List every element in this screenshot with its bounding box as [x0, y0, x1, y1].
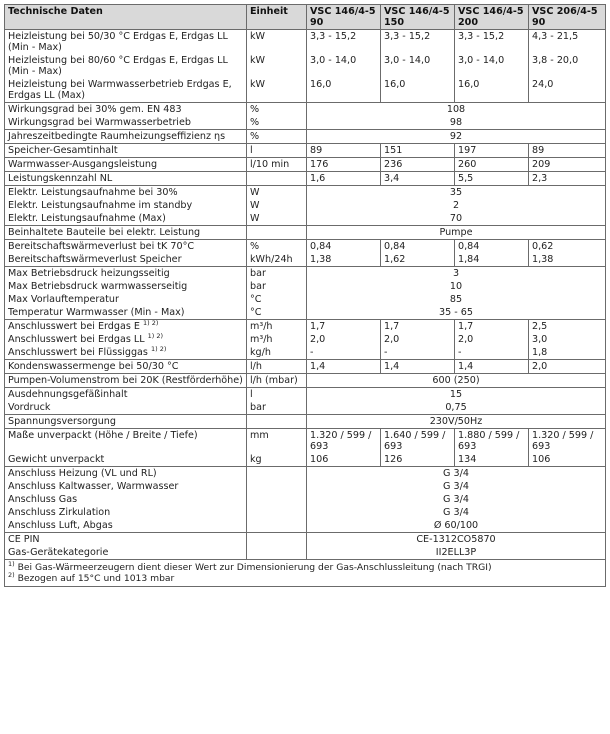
- param-label: Anschlusswert bei Erdgas E $^{1) 2)}$: [5, 320, 247, 334]
- value-cell-model-2: 126: [381, 453, 455, 467]
- param-label: Elektr. Leistungsaufnahme im standby: [5, 199, 247, 212]
- shared-value-cell: 70: [307, 212, 606, 226]
- value-cell-model-2: 0,84: [381, 240, 455, 254]
- unit-cell: kWh/24h: [247, 253, 307, 267]
- table-row: [5, 212, 606, 226]
- unit-cell: [247, 533, 307, 547]
- param-label: Elektr. Leistungsaufnahme bei 30%: [5, 186, 247, 200]
- table-row: [5, 144, 606, 158]
- param-label: Max Vorlauftemperatur: [5, 293, 247, 306]
- unit-cell: [247, 467, 307, 481]
- table-row: [5, 415, 606, 429]
- value-cell-model-3: 1,4: [455, 360, 529, 374]
- value-cell-model-3: 0,84: [455, 240, 529, 254]
- shared-value-cell: 15: [307, 388, 606, 402]
- value-cell-model-4: 1,38: [529, 253, 606, 267]
- value-cell-model-4: 4,3 - 21,5: [529, 30, 606, 55]
- param-label: Warmwasser-Ausgangsleistung: [5, 158, 247, 172]
- unit-cell: l: [247, 144, 307, 158]
- unit-cell: kW: [247, 78, 307, 103]
- unit-cell: [247, 226, 307, 240]
- value-cell-model-3: -: [455, 346, 529, 360]
- table-row: [5, 306, 606, 320]
- shared-value-cell: G 3/4: [307, 480, 606, 493]
- table-row: [5, 267, 606, 281]
- table-row: [5, 493, 606, 506]
- table-row: [5, 374, 606, 388]
- shared-value-cell: G 3/4: [307, 506, 606, 519]
- footnote-ref: 1) 2): [151, 346, 167, 353]
- param-label: Bereitschaftswärmeverlust bei tK 70°C: [5, 240, 247, 254]
- footnote-1: $^{1)}$ Bei Gas-Wärmeerzeugern dient dieser Wert zur Dimensionierung der Gas-Anschlussleitung (nach TRGI): [8, 559, 492, 573]
- table-header-row: [5, 5, 606, 30]
- param-label: Max Betriebsdruck heizungsseitig: [5, 267, 247, 281]
- param-label: Bereitschaftswärmeverlust Speicher: [5, 253, 247, 267]
- table-row: [5, 320, 606, 334]
- param-label: Kondenswassermenge bei 50/30 °C: [5, 360, 247, 374]
- shared-value-cell: II2ELL3P: [307, 546, 606, 560]
- table-row: [5, 240, 606, 254]
- value-cell-model-4: 1.320 / 599 / 693: [529, 429, 606, 454]
- unit-cell: kW: [247, 30, 307, 55]
- unit-cell: °C: [247, 306, 307, 320]
- value-cell-model-4: 89: [529, 144, 606, 158]
- table-row: [5, 226, 606, 240]
- shared-value-cell: 2: [307, 199, 606, 212]
- unit-cell: kW: [247, 54, 307, 78]
- value-cell-model-3: 1.880 / 599 / 693: [455, 429, 529, 454]
- value-cell-model-4: 2,3: [529, 172, 606, 186]
- value-cell-model-1: 1,38: [307, 253, 381, 267]
- footnote-row: [5, 560, 606, 587]
- value-cell-model-1: 1.320 / 599 / 693: [307, 429, 381, 454]
- value-cell-model-1: 16,0: [307, 78, 381, 103]
- value-cell-model-2: 1,4: [381, 360, 455, 374]
- param-label: Anschluss Kaltwasser, Warmwasser: [5, 480, 247, 493]
- table-row: [5, 388, 606, 402]
- value-cell-model-4: 24,0: [529, 78, 606, 103]
- table-row: [5, 199, 606, 212]
- table-row: [5, 401, 606, 415]
- value-cell-model-4: 2,5: [529, 320, 606, 334]
- unit-cell: %: [247, 240, 307, 254]
- unit-cell: [247, 415, 307, 429]
- table-row: [5, 546, 606, 560]
- unit-cell: [247, 480, 307, 493]
- table-row: [5, 293, 606, 306]
- header-model-1: VSC 146/4-5 90: [307, 5, 381, 30]
- param-label: Vordruck: [5, 401, 247, 415]
- value-cell-model-3: 2,0: [455, 333, 529, 346]
- value-cell-model-2: 16,0: [381, 78, 455, 103]
- shared-value-cell: 85: [307, 293, 606, 306]
- shared-value-cell: G 3/4: [307, 493, 606, 506]
- table-row: [5, 130, 606, 144]
- value-cell-model-4: 3,0: [529, 333, 606, 346]
- footnotes: [5, 560, 606, 587]
- param-label: Anschlusswert bei Erdgas LL $^{1) 2)}$: [5, 333, 247, 346]
- table-row: [5, 360, 606, 374]
- table-row: [5, 280, 606, 293]
- table-row: [5, 333, 606, 346]
- unit-cell: [247, 546, 307, 560]
- param-label: Anschluss Zirkulation: [5, 506, 247, 519]
- value-cell-model-3: 1,7: [455, 320, 529, 334]
- shared-value-cell: 3: [307, 267, 606, 281]
- header-param: Technische Daten: [5, 5, 247, 30]
- shared-value-cell: CE-1312CO5870: [307, 533, 606, 547]
- table-row: [5, 54, 606, 78]
- param-label: Elektr. Leistungsaufnahme (Max): [5, 212, 247, 226]
- table-row: [5, 253, 606, 267]
- value-cell-model-4: 1,8: [529, 346, 606, 360]
- param-label: Pumpen-Volumenstrom bei 20K (Restförderhöhe): [5, 374, 247, 388]
- footnote-ref: 1) 2): [147, 333, 164, 340]
- table-row: [5, 103, 606, 117]
- value-cell-model-1: 1,6: [307, 172, 381, 186]
- technical-data-table: [4, 4, 606, 587]
- param-label: Maße unverpackt (Höhe / Breite / Tiefe): [5, 429, 247, 454]
- param-label: Spannungsversorgung: [5, 415, 247, 429]
- value-cell-model-3: 5,5: [455, 172, 529, 186]
- param-label: Heizleistung bei 80/60 °C Erdgas E, Erdgas LL (Min - Max): [5, 54, 247, 78]
- unit-cell: [247, 519, 307, 533]
- value-cell-model-1: -: [307, 346, 381, 360]
- param-label: Temperatur Warmwasser (Min - Max): [5, 306, 247, 320]
- value-cell-model-4: 106: [529, 453, 606, 467]
- value-cell-model-2: 151: [381, 144, 455, 158]
- shared-value-cell: 35: [307, 186, 606, 200]
- value-cell-model-2: 2,0: [381, 333, 455, 346]
- footnote-ref: 1) 2): [143, 319, 159, 327]
- table-row: [5, 186, 606, 200]
- unit-cell: mm: [247, 429, 307, 454]
- value-cell-model-1: 2,0: [307, 333, 381, 346]
- table-row: [5, 467, 606, 481]
- param-label: Jahreszeitbedingte Raumheizungseffizienz ηs: [5, 130, 247, 144]
- param-label: Speicher-Gesamtinhalt: [5, 144, 247, 158]
- value-cell-model-3: 3,0 - 14,0: [455, 54, 529, 78]
- param-label: CE PIN: [5, 533, 247, 547]
- unit-cell: m³/h: [247, 320, 307, 334]
- param-label: Heizleistung bei Warmwasserbetrieb Erdgas E, Erdgas LL (Max): [5, 78, 247, 103]
- table-row: [5, 506, 606, 519]
- param-label: Anschluss Gas: [5, 493, 247, 506]
- unit-cell: %: [247, 103, 307, 117]
- unit-cell: [247, 506, 307, 519]
- table-row: [5, 116, 606, 130]
- value-cell-model-2: 3,0 - 14,0: [381, 54, 455, 78]
- shared-value-cell: 600 (250): [307, 374, 606, 388]
- value-cell-model-2: -: [381, 346, 455, 360]
- shared-value-cell: G 3/4: [307, 467, 606, 481]
- shared-value-cell: 0,75: [307, 401, 606, 415]
- table-row: [5, 30, 606, 55]
- table-row: [5, 429, 606, 454]
- param-label: Wirkungsgrad bei 30% gem. EN 483: [5, 103, 247, 117]
- value-cell-model-3: 16,0: [455, 78, 529, 103]
- value-cell-model-4: 0,62: [529, 240, 606, 254]
- param-label: Heizleistung bei 50/30 °C Erdgas E, Erdgas LL (Min - Max): [5, 30, 247, 55]
- shared-value-cell: Ø 60/100: [307, 519, 606, 533]
- value-cell-model-4: 2,0: [529, 360, 606, 374]
- param-label: Gas-Gerätekategorie: [5, 546, 247, 560]
- value-cell-model-1: 176: [307, 158, 381, 172]
- param-label: Anschluss Heizung (VL und RL): [5, 467, 247, 481]
- value-cell-model-1: 3,0 - 14,0: [307, 54, 381, 78]
- unit-cell: kg: [247, 453, 307, 467]
- unit-cell: °C: [247, 293, 307, 306]
- footnote-2: $^{2)}$ Bezogen auf 15°C und 1013 mbar: [8, 570, 175, 584]
- value-cell-model-1: 1,7: [307, 320, 381, 334]
- value-cell-model-1: 3,3 - 15,2: [307, 30, 381, 55]
- unit-cell: bar: [247, 401, 307, 415]
- unit-cell: %: [247, 116, 307, 130]
- param-label: Wirkungsgrad bei Warmwasserbetrieb: [5, 116, 247, 130]
- value-cell-model-2: 1,7: [381, 320, 455, 334]
- value-cell-model-3: 3,3 - 15,2: [455, 30, 529, 55]
- shared-value-cell: 10: [307, 280, 606, 293]
- param-label: Anschluss Luft, Abgas: [5, 519, 247, 533]
- value-cell-model-4: 3,8 - 20,0: [529, 54, 606, 78]
- param-label: Ausdehnungsgefäßinhalt: [5, 388, 247, 402]
- unit-cell: l/h: [247, 360, 307, 374]
- table-row: [5, 480, 606, 493]
- unit-cell: l: [247, 388, 307, 402]
- unit-cell: kg/h: [247, 346, 307, 360]
- value-cell-model-3: 1,84: [455, 253, 529, 267]
- table-row: [5, 519, 606, 533]
- table-row: [5, 533, 606, 547]
- unit-cell: W: [247, 186, 307, 200]
- unit-cell: [247, 172, 307, 186]
- value-cell-model-3: 134: [455, 453, 529, 467]
- shared-value-cell: 35 - 65: [307, 306, 606, 320]
- table-row: [5, 172, 606, 186]
- shared-value-cell: 108: [307, 103, 606, 117]
- shared-value-cell: Pumpe: [307, 226, 606, 240]
- header-unit: Einheit: [247, 5, 307, 30]
- unit-cell: bar: [247, 280, 307, 293]
- unit-cell: m³/h: [247, 333, 307, 346]
- value-cell-model-2: 3,3 - 15,2: [381, 30, 455, 55]
- value-cell-model-1: 106: [307, 453, 381, 467]
- shared-value-cell: 98: [307, 116, 606, 130]
- param-label: Gewicht unverpackt: [5, 453, 247, 467]
- table-row: [5, 78, 606, 103]
- param-label: Leistungskennzahl NL: [5, 172, 247, 186]
- value-cell-model-2: 3,4: [381, 172, 455, 186]
- unit-cell: bar: [247, 267, 307, 281]
- unit-cell: W: [247, 212, 307, 226]
- header-model-4: VSC 206/4-5 90: [529, 5, 606, 30]
- value-cell-model-1: 89: [307, 144, 381, 158]
- unit-cell: W: [247, 199, 307, 212]
- table-row: [5, 158, 606, 172]
- value-cell-model-1: 0,84: [307, 240, 381, 254]
- value-cell-model-4: 209: [529, 158, 606, 172]
- header-model-2: VSC 146/4-5 150: [381, 5, 455, 30]
- value-cell-model-3: 197: [455, 144, 529, 158]
- shared-value-cell: 230V/50Hz: [307, 415, 606, 429]
- unit-cell: [247, 493, 307, 506]
- header-model-3: VSC 146/4-5 200: [455, 5, 529, 30]
- unit-cell: %: [247, 130, 307, 144]
- table-row: [5, 346, 606, 360]
- value-cell-model-2: 1.640 / 599 / 693: [381, 429, 455, 454]
- value-cell-model-1: 1,4: [307, 360, 381, 374]
- unit-cell: l/h (mbar): [247, 374, 307, 388]
- param-label: Beinhaltete Bauteile bei elektr. Leistung: [5, 226, 247, 240]
- value-cell-model-2: 236: [381, 158, 455, 172]
- shared-value-cell: 92: [307, 130, 606, 144]
- param-label: Max Betriebsdruck warmwasserseitig: [5, 280, 247, 293]
- value-cell-model-3: 260: [455, 158, 529, 172]
- param-label: Anschlusswert bei Flüssiggas $^{1) 2)}$: [5, 346, 247, 360]
- unit-cell: l/10 min: [247, 158, 307, 172]
- value-cell-model-2: 1,62: [381, 253, 455, 267]
- table-row: [5, 453, 606, 467]
